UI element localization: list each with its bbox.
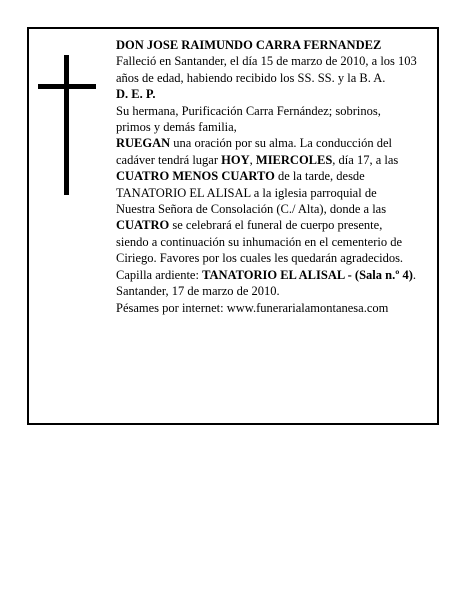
funeral-details bbox=[116, 135, 418, 266]
weekday-text: MIERCOLES bbox=[255, 152, 333, 167]
cross-icon bbox=[64, 55, 69, 195]
route-text: de la tarde, desde TANATORIO EL ALISAL a la iglesia parroquial de Nuestra Señora de Consolación (C./ Alta), donde a las bbox=[116, 169, 387, 217]
chapel-value: TANATORIO EL ALISAL - (Sala n.º 4) bbox=[202, 267, 413, 282]
hoy-text: HOY bbox=[221, 152, 250, 167]
date-place: Santander, 17 de marzo de 2010. bbox=[116, 284, 280, 299]
dep-line: D. E. P. bbox=[116, 87, 156, 102]
deceased-name: DON JOSE RAIMUNDO CARRA FERNANDEZ bbox=[116, 38, 382, 52]
cross-icon-arm bbox=[38, 84, 96, 89]
chapel-label: Capilla ardiente: bbox=[116, 267, 203, 282]
time-text: CUATRO MENOS CUARTO bbox=[116, 169, 275, 184]
prayer-text: una oración por su alma. La conducción del cadáver tendrá lugar bbox=[116, 136, 392, 167]
chapel-line bbox=[116, 267, 418, 283]
obituary-text bbox=[116, 37, 418, 316]
chapel-end: . bbox=[412, 267, 416, 282]
death-announcement: Falleció en Santander, el día 15 de marzo de 2010, a los 103 años de edad, habiendo recibido los SS. SS. y la B. A. bbox=[116, 54, 417, 85]
comma-text: , bbox=[249, 152, 256, 167]
condolences-line: Pésames por internet: www.funerarialamontanesa.com bbox=[116, 300, 389, 315]
funeral-text: se celebrará el funeral de cuerpo presente, siendo a continuación su inhumación en el cementerio de Ciriego. Favores por los cuales les quedarán agradecidos. bbox=[116, 218, 404, 266]
ruegan-text: RUEGAN bbox=[116, 136, 171, 151]
family-line: Su hermana, Purificación Carra Fernández; sobrinos, primos y demás familia, bbox=[116, 103, 381, 135]
funeral-time-text: CUATRO bbox=[116, 218, 170, 233]
day-text: , día 17, a las bbox=[332, 152, 399, 167]
